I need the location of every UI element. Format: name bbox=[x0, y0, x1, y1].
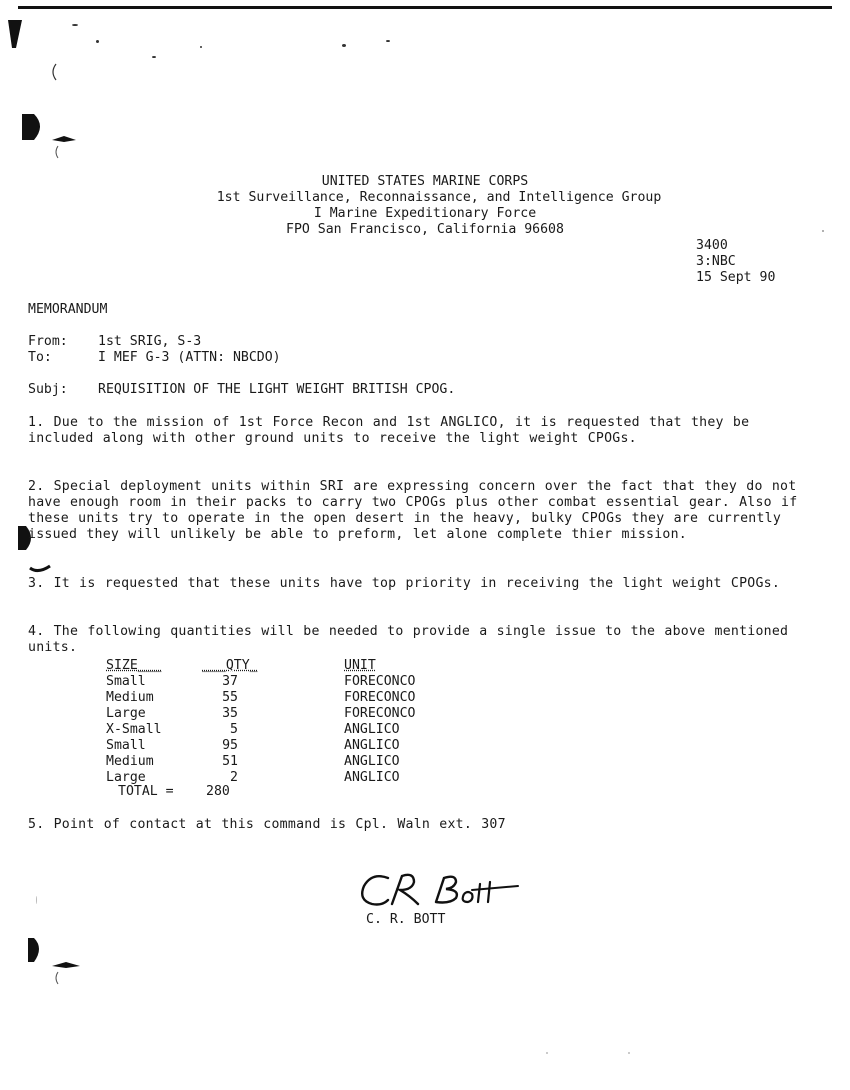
scan-speck bbox=[386, 40, 390, 42]
paragraph-1: 1. Due to the mission of 1st Force Recon and 1st ANGLICO, it is requested that they be included along with other ground units to receive the light weight CPOGs. bbox=[28, 415, 750, 446]
scan-artifact-top-left bbox=[6, 18, 26, 52]
handwritten-signature bbox=[352, 868, 532, 914]
size-cell: Large bbox=[106, 706, 146, 721]
qty-cell: 51 bbox=[222, 754, 238, 769]
total-label: TOTAL = bbox=[118, 784, 174, 799]
to-label: To: bbox=[28, 350, 52, 365]
qty-cell: 35 bbox=[222, 706, 238, 721]
reference-date: 15 Sept 90 bbox=[696, 270, 776, 285]
letterhead-unit: 1st Surveillance, Reconnaissance, and Intelligence Group bbox=[216, 190, 662, 205]
subject-value: REQUISITION OF THE LIGHT WEIGHT BRITISH CPOG. bbox=[98, 382, 456, 397]
binder-hole-mark-lower bbox=[26, 936, 86, 986]
qty-cell: 2 bbox=[230, 770, 238, 785]
paragraph-2: 2. Special deployment units within SRI are expressing concern over the fact that they do not have enough room in their packs to carry two CPOGs plus other combat essential gear. Also if these units try to operate in the open desert in the heavy, bulky CPOGs they are currently issued they will unlikely be able to preform, let alone complete thier mission. bbox=[28, 479, 798, 542]
table-row bbox=[106, 754, 464, 770]
scan-speck bbox=[72, 24, 78, 26]
table-row bbox=[106, 738, 464, 754]
column-header-qty bbox=[202, 658, 344, 674]
subject-label: Subj: bbox=[28, 382, 68, 397]
table-row bbox=[106, 706, 464, 722]
paragraph-4: 4. The following quantities will be needed to provide a single issue to the above mentioned units. bbox=[28, 624, 789, 655]
signer-printed-name: C. R. BOTT bbox=[366, 912, 446, 927]
table-row bbox=[106, 722, 464, 738]
total-value: 280 bbox=[206, 784, 230, 799]
paragraph-3: 3. It is requested that these units have top priority in receiving the light weight CPOGs. bbox=[28, 576, 781, 591]
table-header-row bbox=[106, 658, 464, 674]
column-header-size-text: SIZE___ bbox=[106, 658, 162, 673]
size-cell: Medium bbox=[106, 754, 154, 769]
column-header-unit bbox=[344, 658, 464, 674]
binder-hole-mark-upper bbox=[20, 112, 80, 162]
letterhead-address: FPO San Francisco, California 96608 bbox=[286, 222, 564, 237]
letterhead-org: UNITED STATES MARINE CORPS bbox=[321, 174, 529, 189]
quantity-table bbox=[106, 658, 464, 786]
from-label: From: bbox=[28, 334, 68, 349]
column-header-unit-text: UNIT bbox=[344, 658, 376, 673]
unit-cell: FORECONCO bbox=[344, 674, 416, 689]
qty-cell: 37 bbox=[222, 674, 238, 689]
column-header-size bbox=[106, 658, 202, 674]
scan-speck bbox=[342, 44, 346, 47]
unit-cell: FORECONCO bbox=[344, 690, 416, 705]
scan-speck bbox=[546, 1052, 548, 1054]
unit-cell: ANGLICO bbox=[344, 770, 400, 785]
size-cell: Medium bbox=[106, 690, 154, 705]
size-cell: Large bbox=[106, 770, 146, 785]
unit-cell: FORECONCO bbox=[344, 706, 416, 721]
qty-cell: 5 bbox=[230, 722, 238, 737]
size-cell: Small bbox=[106, 674, 146, 689]
size-cell: Small bbox=[106, 738, 146, 753]
letterhead-command: I Marine Expeditionary Force bbox=[313, 206, 537, 221]
scan-speck bbox=[96, 40, 99, 43]
scan-speck bbox=[152, 56, 156, 58]
to-value: I MEF G-3 (ATTN: NBCDO) bbox=[98, 350, 281, 365]
reference-code: 3400 bbox=[696, 238, 728, 253]
unit-cell: ANGLICO bbox=[344, 754, 400, 769]
reference-office: 3:NBC bbox=[696, 254, 736, 269]
unit-cell: ANGLICO bbox=[344, 722, 400, 737]
scan-speck bbox=[628, 1052, 630, 1054]
scan-artifact-paren bbox=[48, 62, 58, 82]
qty-cell: 95 bbox=[222, 738, 238, 753]
paragraph-5: 5. Point of contact at this command is Cpl. Waln ext. 307 bbox=[28, 817, 506, 832]
unit-cell: ANGLICO bbox=[344, 738, 400, 753]
scan-speck bbox=[36, 896, 37, 904]
column-header-qty-text: ___QTY_ bbox=[202, 658, 258, 673]
table-row bbox=[106, 674, 464, 690]
top-border-line bbox=[18, 6, 832, 9]
size-cell: X-Small bbox=[106, 722, 162, 737]
table-row bbox=[106, 690, 464, 706]
document-type: MEMORANDUM bbox=[28, 302, 108, 317]
qty-cell: 55 bbox=[222, 690, 238, 705]
scan-speck bbox=[200, 46, 202, 48]
scan-speck bbox=[822, 230, 824, 232]
from-value: 1st SRIG, S-3 bbox=[98, 334, 202, 349]
